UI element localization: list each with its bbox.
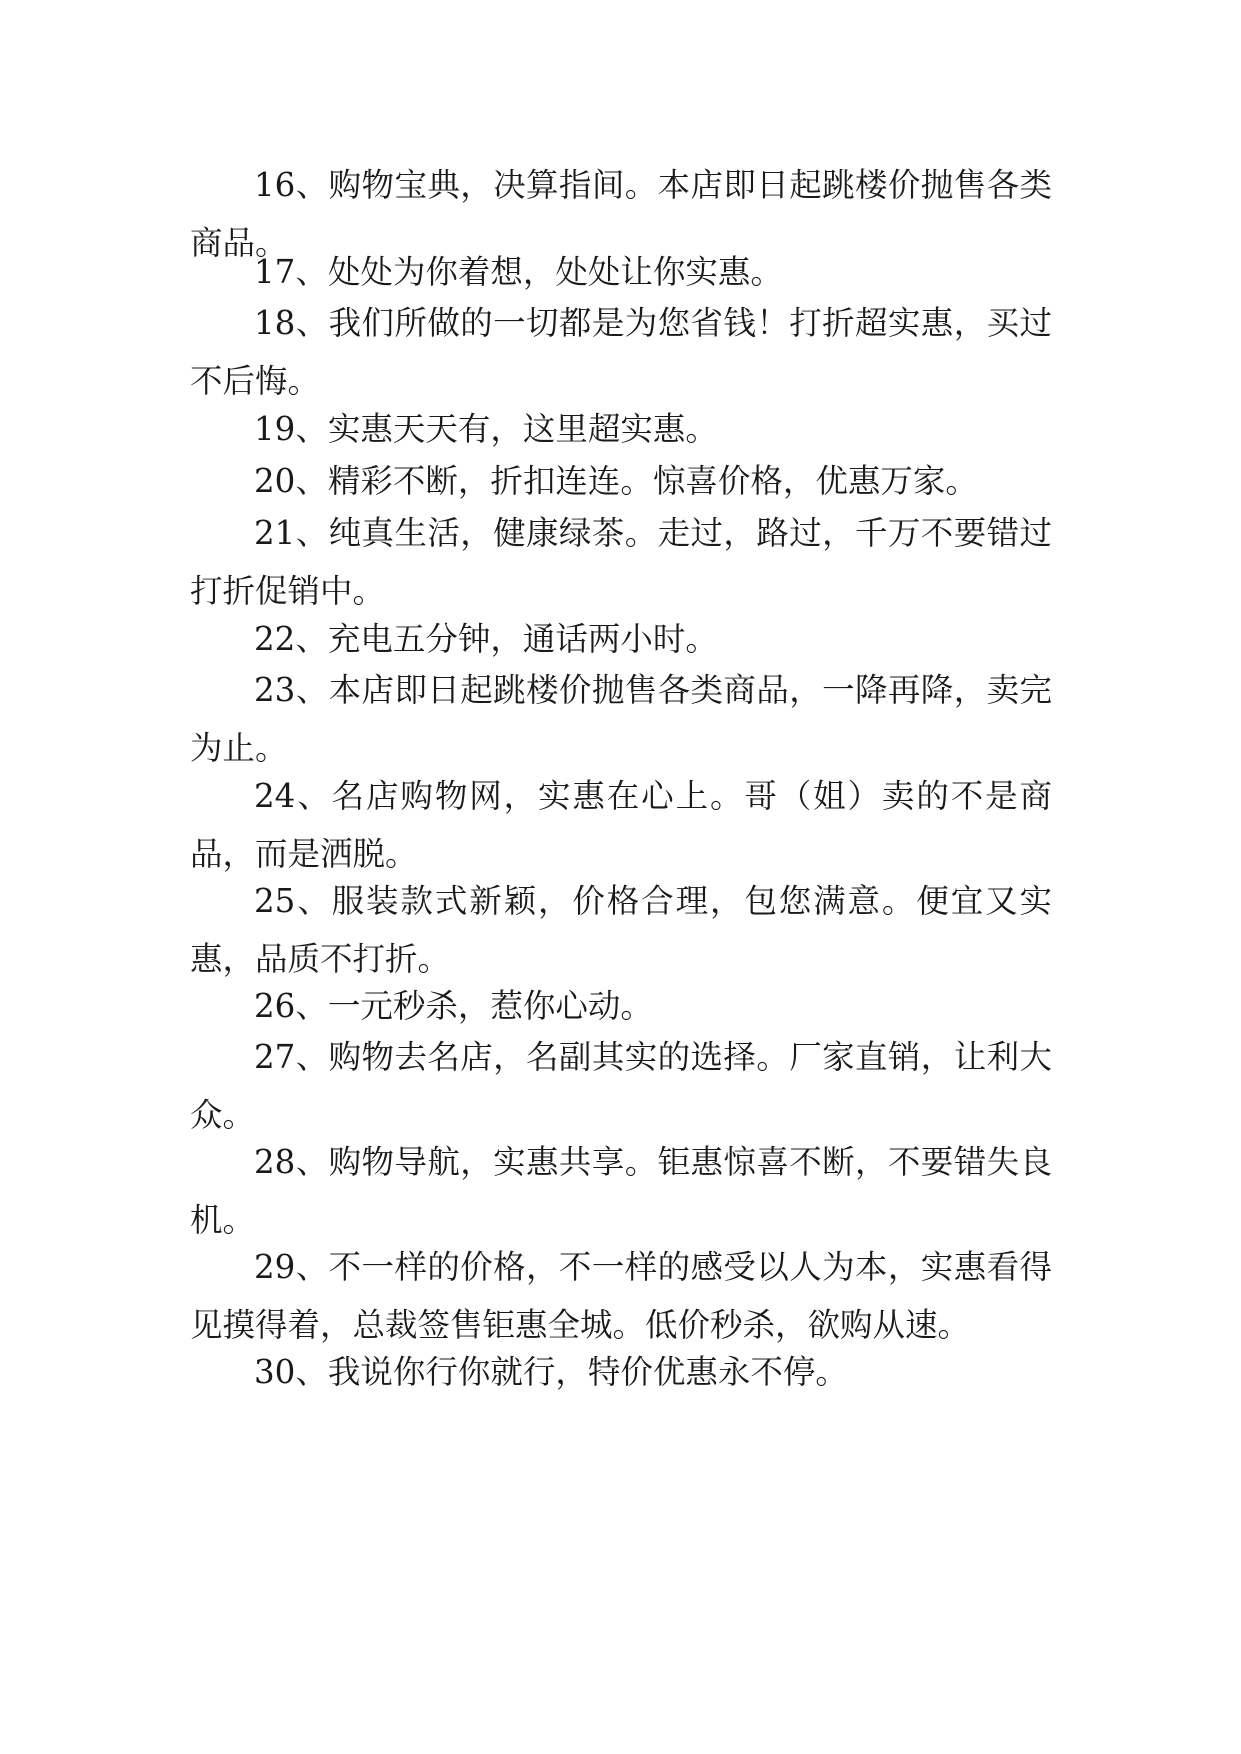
list-item: 29、不一样的价格，不一样的感受以人为本，实惠看得见摸得着，总裁签售钜惠全城。低价秒杀，欲购从速。 (190, 1248, 1052, 1344)
list-item: 16、购物宝典，决算指间。本店即日起跳楼价抛售各类商品。 (190, 166, 1052, 262)
list-item: 21、纯真生活，健康绿茶。走过，路过，千万不要错过打折促销中。 (190, 514, 1052, 610)
list-item: 19、实惠天天有，这里超实惠。 (254, 410, 718, 448)
list-item: 30、我说你行你就行，特价优惠永不停。 (254, 1353, 848, 1391)
list-item: 20、精彩不断，折扣连连。惊喜价格，优惠万家。 (254, 462, 978, 500)
list-item: 17、处处为你着想，处处让你实惠。 (254, 253, 783, 291)
list-item: 26、一元秒杀，惹你心动。 (254, 987, 653, 1025)
list-item: 18、我们所做的一切都是为您省钱！打折超实惠，买过不后悔。 (190, 304, 1052, 400)
list-item: 28、购物导航，实惠共享。钜惠惊喜不断，不要错失良机。 (190, 1143, 1052, 1239)
list-item: 23、本店即日起跳楼价抛售各类商品，一降再降，卖完为止。 (190, 671, 1052, 767)
list-item: 22、充电五分钟，通话两小时。 (254, 620, 718, 658)
list-item: 24、名店购物网，实惠在心上。哥（姐）卖的不是商品，而是洒脱。 (190, 777, 1052, 873)
list-item: 27、购物去名店，名副其实的选择。厂家直销，让利大众。 (190, 1038, 1052, 1134)
list-item: 25、服装款式新颖，价格合理，包您满意。便宜又实惠，品质不打折。 (190, 882, 1052, 978)
